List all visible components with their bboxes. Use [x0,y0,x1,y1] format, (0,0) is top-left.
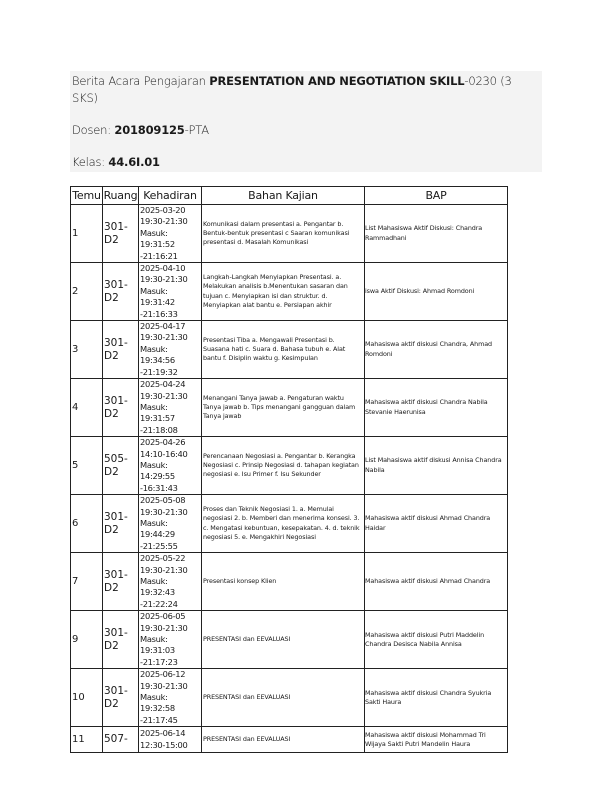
cell-temu: 10 [71,669,103,727]
cell-ruang: 301- D2 [103,553,139,611]
cell-bahan: Proses dan Teknik Negosiasi 1. a. Memulai negosiasi 2. b. Memberi dan menerima konsesi. 3. c. Mengatasi kebuntuan, kesepakatan. 4. d. teknik negosiasi 5. e. Mengakhiri Negosiasi [202,495,365,553]
cell-kehadiran: 2025-04-26 14:10-16:40 Masuk: 14:29:55 -16:31:43 [139,437,202,495]
class-line: Kelas: 44.6I.01 [72,155,160,169]
cell-ruang: 301- D2 [103,495,139,553]
column-header-temu: Temu [71,187,103,205]
cell-kehadiran: 2025-05-22 19:30-21:30 Masuk: 19:32:43 -21:22:24 [139,553,202,611]
cell-kehadiran: 2025-04-10 19:30-21:30 Masuk: 19:31:42 -21:16:33 [139,263,202,321]
column-header-ruang: Ruang [103,187,139,205]
class-code: 44.6I.01 [108,155,160,169]
cell-bahan: PRESENTASI dan EEVALUASI [202,611,365,669]
cell-temu: 1 [71,205,103,263]
table-row [71,437,508,495]
cell-bahan: Presentasi Tiba a. Mengawali Presentasi b. Suasana hati c. Suara d. Bahasa tubuh e. Alat bantu f. Disiplin waktu g. Kesimpulan [202,321,365,379]
cell-kehadiran: 2025-06-05 19:30-21:30 Masuk: 19:31:03 -21:17:23 [139,611,202,669]
cell-temu: 4 [71,379,103,437]
course-name: PRESENTATION AND NEGOTIATION SKILL [209,74,465,88]
table-row [71,379,508,437]
lecturer-line: Dosen: 201809125-PTA [72,123,209,137]
cell-bahan: Langkah-Langkah Menyiapkan Presentasi. a. Melakukan analisis b.Menentukan sasaran dan tujuan c. Menyiapkan isi dan struktur. d. Menyiapkan alat bantu e. Persiapan akhir [202,263,365,321]
column-header-bap: BAP [365,187,508,205]
cell-bap: Mahasiswa aktif diskusi Putri Maddelin Chandra Desisca Nabila Annisa [365,611,508,669]
cell-bahan: Komunikasi dalam presentasi a. Pengantar b. Bentuk-bentuk presentasi c Saaran komunikasi presentasi d. Masalah Komunikasi [202,205,365,263]
teaching-record-table [70,186,508,753]
cell-temu: 6 [71,495,103,553]
table-header-row [71,187,508,205]
cell-ruang: 301- D2 [103,263,139,321]
table-row [71,669,508,727]
cell-bahan: PRESENTASI dan EEVALUASI [202,727,365,753]
cell-temu: 7 [71,553,103,611]
table-row [71,321,508,379]
cell-kehadiran: 2025-03-20 19:30-21:30 Masuk: 19:31:52 -21:16:21 [139,205,202,263]
lecturer-id: 201809125 [114,123,185,137]
table-row [71,263,508,321]
cell-ruang: 301- D2 [103,321,139,379]
cell-ruang: 507- [103,727,139,753]
cell-ruang: 301- D2 [103,205,139,263]
table-row [71,727,508,753]
cell-kehadiran: 2025-06-14 12:30-15:00 [139,727,202,753]
page-title: Berita Acara Pengajaran PRESENTATION AND NEGOTIATION SKILL-0230 (3 SKS) [72,74,512,105]
cell-temu: 2 [71,263,103,321]
cell-bahan: Menangani Tanya jawab a. Pengaturan waktu Tanya jawab b. Tips menangani gangguan dalam Tanya jawab [202,379,365,437]
cell-temu: 9 [71,611,103,669]
column-header-kehadiran: Kehadiran [139,187,202,205]
cell-bap: List Mahasiswa aktif diskusi Annisa Chandra Nabila [365,437,508,495]
table-row [71,553,508,611]
cell-bahan: PRESENTASI dan EEVALUASI [202,669,365,727]
cell-kehadiran: 2025-06-12 19:30-21:30 Masuk: 19:32:58 -21:17:45 [139,669,202,727]
cell-ruang: 301- D2 [103,379,139,437]
cell-ruang: 301- D2 [103,669,139,727]
cell-temu: 5 [71,437,103,495]
cell-ruang: 505- D2 [103,437,139,495]
cell-bap: List Mahasiswa Aktif Diskusi: Chandra Rammadhani [365,205,508,263]
cell-bap: Mahasiswa aktif diskusi Chandra Nabila Stevanie Haerunisa [365,379,508,437]
cell-bahan: Presentasi konsep Klien [202,553,365,611]
cell-bap: Mahasiswa aktif diskusi Chandra Syukria Sakti Haura [365,669,508,727]
cell-bap: Mahasiswa aktif diskusi Mohammad Tri Wijaya Sakti Putri Mandelin Haura [365,727,508,753]
table-row [71,495,508,553]
cell-bahan: Perencanaan Negosiasi a. Pengantar b. Kerangka Negosiasi c. Prinsip Negosiasi d. tahapan kegiatan negosiasi e. Isu Primer f. Isu Sekunder [202,437,365,495]
cell-kehadiran: 2025-05-08 19:30-21:30 Masuk: 19:44:29 -21:25:55 [139,495,202,553]
cell-temu: 3 [71,321,103,379]
cell-kehadiran: 2025-04-17 19:30-21:30 Masuk: 19:34:56 -21:19:32 [139,321,202,379]
cell-temu: 11 [71,727,103,753]
column-header-bahan-kajian: Bahan Kajian [202,187,365,205]
table-row [71,205,508,263]
table-row [71,611,508,669]
cell-bap: iswa Aktif Diskusi: Ahmad Romdoni [365,263,508,321]
cell-ruang: 301- D2 [103,611,139,669]
cell-bap: Mahasiswa aktif diskusi Ahmad Chandra Haidar [365,495,508,553]
cell-bap: Mahasiswa aktif diskusi Chandra, Ahmad Romdoni [365,321,508,379]
cell-bap: Mahasiswa aktif diskusi Ahmad Chandra [365,553,508,611]
cell-kehadiran: 2025-04-24 19:30-21:30 Masuk: 19:31:57 -21:18:08 [139,379,202,437]
